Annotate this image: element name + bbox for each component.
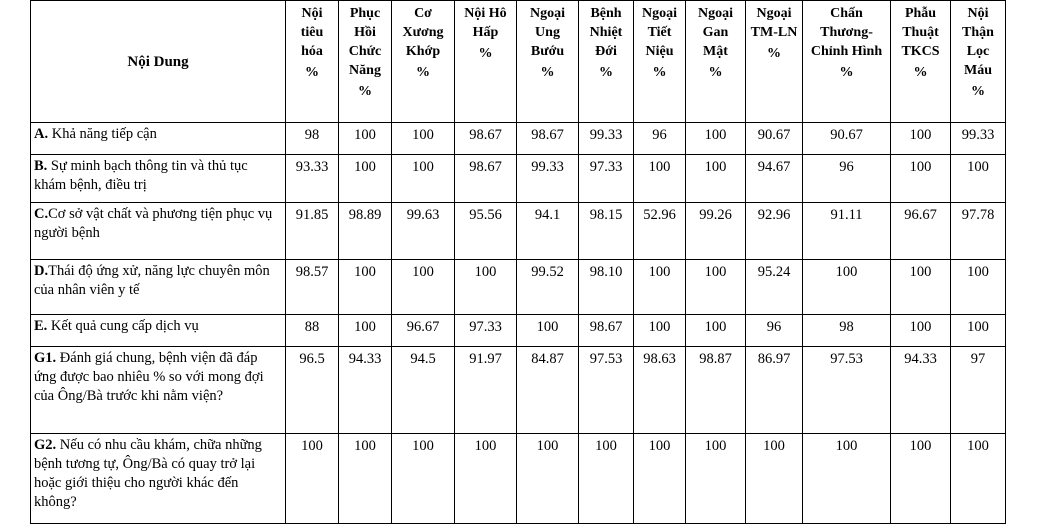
column-header: Ngoại Gan Mật % xyxy=(686,1,746,123)
table-cell: 100 xyxy=(803,260,891,315)
table-cell: 84.87 xyxy=(517,347,579,434)
row-label xyxy=(31,347,286,434)
table-cell: 99.33 xyxy=(951,123,1006,155)
table-cell: 91.85 xyxy=(286,203,339,260)
table-cell: 95.24 xyxy=(746,260,803,315)
table-cell: 100 xyxy=(686,260,746,315)
table-cell: 100 xyxy=(579,434,634,524)
table-cell: 98.67 xyxy=(455,123,517,155)
table-cell: 94.1 xyxy=(517,203,579,260)
table-cell: 100 xyxy=(686,155,746,203)
row-code: B. xyxy=(34,158,48,174)
table-cell: 100 xyxy=(392,123,455,155)
table-cell: 90.67 xyxy=(746,123,803,155)
table-cell: 100 xyxy=(686,434,746,524)
table-cell: 97 xyxy=(951,347,1006,434)
table-cell: 99.26 xyxy=(686,203,746,260)
table-cell: 96 xyxy=(803,155,891,203)
table-row xyxy=(31,155,1006,203)
table-cell: 100 xyxy=(455,434,517,524)
table-cell: 98.67 xyxy=(455,155,517,203)
table-cell: 98.63 xyxy=(634,347,686,434)
row-label xyxy=(31,260,286,315)
table-cell: 99.33 xyxy=(517,155,579,203)
row-text: Khả năng tiếp cận xyxy=(48,126,157,142)
row-text: Đánh giá chung, bệnh viện đã đáp ứng được bao nhiêu % so với mong đợi của Ông/Bà trước khi nằm viện? xyxy=(34,350,264,404)
table-cell: 96.67 xyxy=(392,315,455,347)
column-header: Ngoại Ung Bướu % xyxy=(517,1,579,123)
table-cell: 100 xyxy=(634,260,686,315)
content-column-header: Nội Dung xyxy=(31,1,286,123)
table-cell: 95.56 xyxy=(455,203,517,260)
table-cell: 100 xyxy=(634,155,686,203)
column-header: Nội tiêu hóa % xyxy=(286,1,339,123)
table-cell: 100 xyxy=(891,123,951,155)
table-cell: 99.63 xyxy=(392,203,455,260)
column-header: Cơ Xương Khớp % xyxy=(392,1,455,123)
table-cell: 94.33 xyxy=(891,347,951,434)
table-row xyxy=(31,347,1006,434)
table-cell: 100 xyxy=(891,434,951,524)
table-cell: 91.11 xyxy=(803,203,891,260)
table-cell: 99.52 xyxy=(517,260,579,315)
table-row xyxy=(31,434,1006,524)
row-label xyxy=(31,434,286,524)
table-cell: 100 xyxy=(339,123,392,155)
table-cell: 100 xyxy=(455,260,517,315)
table-cell: 93.33 xyxy=(286,155,339,203)
row-text: Nếu có nhu cầu khám, chữa những bệnh tương tự, Ông/Bà có quay trở lại hoặc giới thiệu cho người khác đến không? xyxy=(34,437,262,510)
column-header: Bệnh Nhiệt Đới % xyxy=(579,1,634,123)
table-cell: 100 xyxy=(634,434,686,524)
table-cell: 96.67 xyxy=(891,203,951,260)
row-code: G2. xyxy=(34,437,57,453)
table-cell: 100 xyxy=(339,155,392,203)
table-cell: 100 xyxy=(686,123,746,155)
table-cell: 100 xyxy=(517,315,579,347)
table-cell: 96 xyxy=(634,123,686,155)
row-text: Thái độ ứng xử, năng lực chuyên môn của nhân viên y tế xyxy=(34,263,270,298)
table-cell: 88 xyxy=(286,315,339,347)
table-cell: 98.15 xyxy=(579,203,634,260)
table-cell: 100 xyxy=(339,434,392,524)
table-cell: 100 xyxy=(517,434,579,524)
row-code: E. xyxy=(34,318,48,334)
table-cell: 98.67 xyxy=(517,123,579,155)
table-cell: 100 xyxy=(746,434,803,524)
table-cell: 98 xyxy=(286,123,339,155)
row-code: D. xyxy=(34,263,49,279)
column-header: Ngoại Tiết Niệu % xyxy=(634,1,686,123)
row-text: Sự minh bạch thông tin và thủ tục khám bệnh, điều trị xyxy=(34,158,248,193)
table-cell: 100 xyxy=(686,315,746,347)
table-cell: 98.67 xyxy=(579,315,634,347)
row-label xyxy=(31,315,286,347)
table-cell: 97.53 xyxy=(803,347,891,434)
row-code: C. xyxy=(34,206,49,222)
satisfaction-table xyxy=(30,0,1006,524)
table-cell: 94.67 xyxy=(746,155,803,203)
table-cell: 100 xyxy=(803,434,891,524)
table-cell: 97.33 xyxy=(455,315,517,347)
column-header: Phẫu Thuật TKCS % xyxy=(891,1,951,123)
table-cell: 96 xyxy=(746,315,803,347)
table-cell: 100 xyxy=(951,260,1006,315)
table-cell: 100 xyxy=(951,434,1006,524)
row-text: Cơ sở vật chất và phương tiện phục vụ người bệnh xyxy=(34,206,273,241)
table-cell: 94.5 xyxy=(392,347,455,434)
row-label xyxy=(31,203,286,260)
table-cell: 86.97 xyxy=(746,347,803,434)
table-cell: 98.89 xyxy=(339,203,392,260)
table-cell: 100 xyxy=(392,434,455,524)
table-cell: 94.33 xyxy=(339,347,392,434)
column-header: Phục Hồi Chức Năng % xyxy=(339,1,392,123)
table-row xyxy=(31,315,1006,347)
row-text: Kết quả cung cấp dịch vụ xyxy=(47,318,199,334)
table-cell: 100 xyxy=(339,315,392,347)
table-cell: 97.53 xyxy=(579,347,634,434)
table-cell: 98.57 xyxy=(286,260,339,315)
row-label xyxy=(31,155,286,203)
table-row xyxy=(31,203,1006,260)
column-header: Nội Hô Hấp % xyxy=(455,1,517,123)
table-cell: 98.87 xyxy=(686,347,746,434)
table-cell: 100 xyxy=(392,155,455,203)
table-cell: 52.96 xyxy=(634,203,686,260)
table-cell: 100 xyxy=(339,260,392,315)
table-cell: 100 xyxy=(951,155,1006,203)
column-header: Chấn Thương-Chỉnh Hình % xyxy=(803,1,891,123)
table-cell: 92.96 xyxy=(746,203,803,260)
table-cell: 96.5 xyxy=(286,347,339,434)
table-cell: 100 xyxy=(286,434,339,524)
row-code: A. xyxy=(34,126,49,142)
table-cell: 91.97 xyxy=(455,347,517,434)
row-code: G1. xyxy=(34,350,57,366)
table-cell: 100 xyxy=(392,260,455,315)
table-cell: 100 xyxy=(634,315,686,347)
table-cell: 90.67 xyxy=(803,123,891,155)
table-cell: 97.33 xyxy=(579,155,634,203)
table-cell: 98 xyxy=(803,315,891,347)
table-cell: 100 xyxy=(891,155,951,203)
table-cell: 100 xyxy=(891,260,951,315)
header-row xyxy=(31,1,1006,123)
table-row xyxy=(31,123,1006,155)
row-label xyxy=(31,123,286,155)
table-cell: 99.33 xyxy=(579,123,634,155)
table-cell: 100 xyxy=(891,315,951,347)
table-cell: 98.10 xyxy=(579,260,634,315)
table-cell: 100 xyxy=(951,315,1006,347)
column-header: Ngoại TM-LN % xyxy=(746,1,803,123)
table-cell: 97.78 xyxy=(951,203,1006,260)
column-header: Nội Thận Lọc Máu % xyxy=(951,1,1006,123)
table-row xyxy=(31,260,1006,315)
